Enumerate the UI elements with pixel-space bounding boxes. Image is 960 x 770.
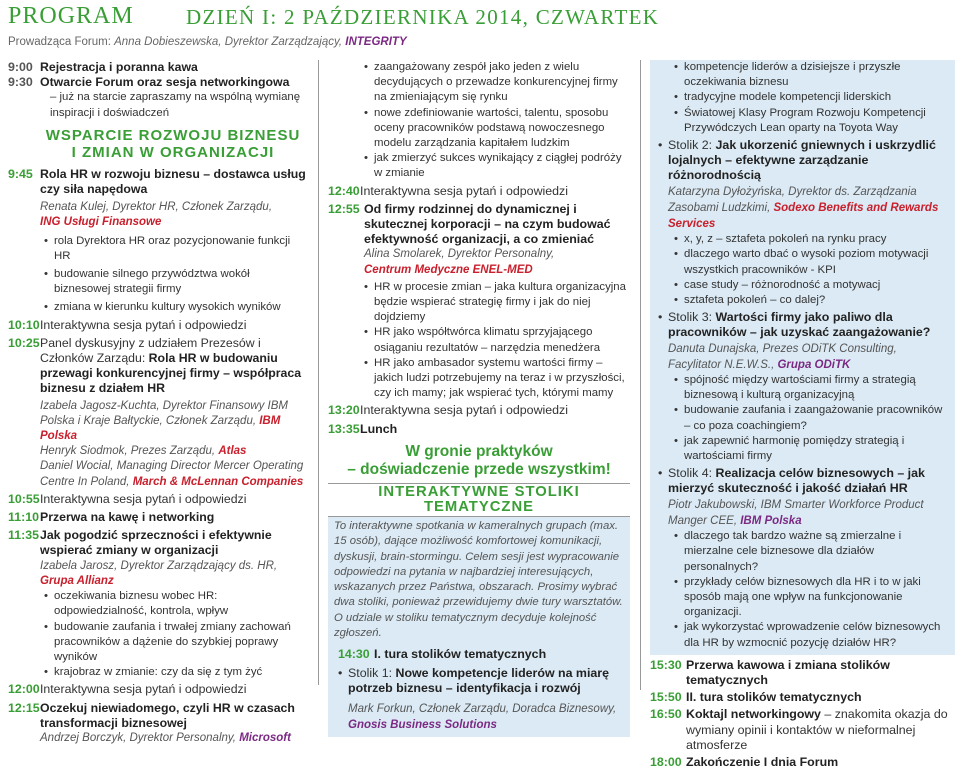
agenda-item [8, 492, 308, 507]
time: 18:00 [650, 754, 682, 769]
speaker-org: Grupa ODiTK [777, 358, 851, 371]
panelist-org: IBM Polska [40, 414, 281, 443]
time: 11:35 [8, 528, 40, 543]
table-title: Wartości firmy jako paliwo dla pracowników – jak uzyskać zaangażowanie? [668, 310, 931, 340]
moderator-line [8, 35, 407, 50]
speaker-name: Izabela Jarosz, Dyrektor Zarządzający ds. HR, [40, 559, 278, 572]
bullet-list [328, 60, 630, 182]
agenda-item [8, 167, 308, 197]
column-divider [640, 60, 641, 690]
time: 10:55 [8, 491, 40, 506]
session-title: Koktajl networkingowy [686, 707, 821, 722]
time: 15:30 [650, 657, 682, 672]
panelist [8, 459, 308, 489]
agenda-item [650, 755, 955, 770]
table-label: Stolik 4: [668, 466, 716, 481]
bullet-list [334, 666, 624, 696]
bullet-item: • przykłady celów biznesowych dla HR i to w jaki sposób mają one wpływ na funkcjonowanie organizacji. [684, 575, 951, 621]
column-3 [650, 60, 955, 770]
panelist [8, 444, 308, 459]
agenda-item [8, 682, 308, 697]
speaker-name: Andrzej Borczyk, Dyrektor Personalny, [40, 731, 240, 744]
bullet-item: • HR jako ambasador systemu wartości firmy – jakich ludzi potrzebujemy na teraz i w przyszłości, czy ich mamy; jak wspierać tych, którymi mamy [374, 356, 630, 402]
bullet-item [348, 666, 624, 696]
bullet-item: • jak zapewnić harmonię pomiędzy strategią i wartościami firmy [684, 434, 951, 464]
agenda-item [328, 422, 630, 437]
agenda-item [8, 701, 308, 731]
speaker-name: Piotr Jakubowski, IBM Smarter Workforce Product Manger CEE, [668, 498, 924, 527]
session-title: Oczekuj niewiadomego, czyli HR w czasach transformacji biznesowej [40, 700, 295, 730]
agenda-item [8, 75, 308, 90]
session-title: II. tura stolików tematycznych [686, 690, 862, 705]
practitioners-line: – doświadczenie przede wszystkim! [347, 460, 611, 478]
bullet-item [668, 310, 951, 340]
agenda-item [8, 60, 308, 75]
session-title: I. tura stolików tematycznych [374, 646, 547, 661]
bullet-item: • jak zmierzyć sukces wynikający z ciągłej podróży w zmianie [374, 151, 630, 181]
moderator-label: Prowadząca Forum: [8, 36, 115, 48]
agenda-item [8, 336, 308, 397]
tables-box-heading: INTERAKTYWNE STOLIKI TEMATYCZNE [328, 483, 630, 517]
bullet-item [668, 138, 951, 184]
speaker [8, 559, 308, 589]
time: 11:10 [8, 510, 40, 525]
bullet-list [654, 60, 951, 136]
bullet-item: • dlaczego tak bardzo ważne są zmierzalne i mierzalne cele biznesowe dla działów personalnych? [684, 529, 951, 575]
speaker [328, 247, 630, 277]
panelist [8, 399, 308, 445]
table-label: Stolik 3: [668, 310, 716, 325]
bullet-item: • x, y, z – sztafeta pokoleń na rynku pracy [684, 232, 951, 247]
time: 10:25 [8, 335, 40, 350]
agenda-item [650, 707, 955, 753]
speaker [334, 701, 624, 733]
agenda-item [334, 647, 624, 662]
session-title: Otwarcie Forum oraz sesja networkingowa [40, 75, 290, 90]
moderator-org: INTEGRITY [345, 36, 407, 48]
day-title: DZIEŃ I: 2 PAŹDZIERNIKA 2014, CZWARTEK [186, 5, 660, 29]
session-title: Zakończenie I dnia Forum [686, 754, 839, 769]
speaker [8, 731, 308, 746]
speaker [654, 184, 951, 233]
speaker-org: ING Usługi Finansowe [40, 216, 162, 229]
session-desc: – znakomita okazja do wymiany opinii i kontaktów w nieformalnej atmosferze [686, 707, 948, 752]
table-title: Jak ukorzenić gniewnych i uskrzydlić lojalnych – efektywne zarządzanie różnorodnością [668, 138, 936, 183]
bullet-list [328, 280, 630, 402]
bullet-item: • case study – różnorodność a motywacj [684, 278, 951, 293]
session-title: Interaktywna sesja pytań i odpowiedzi [40, 317, 247, 332]
bullet-item: • budowanie zaufania i trwałej zmiany zachowań pracowników a dążenie do szybkiej poprawy wyników [54, 620, 308, 666]
session-title: Interaktywna sesja pytań i odpowiedzi [40, 491, 247, 506]
speaker [8, 200, 308, 230]
tables-box-body [328, 517, 630, 737]
bullet-item [668, 466, 951, 496]
agenda-item [650, 690, 955, 705]
bullet-list [654, 466, 951, 496]
agenda-item [8, 528, 308, 558]
bullet-item: • dlaczego warto dbać o wysoki poziom motywacji wszystkich pracowników - KPI [684, 247, 951, 277]
time: 9:30 [8, 75, 33, 90]
bullet-item: • HR jako współtwórca klimatu sprzyjającego osiąganiu rezultatów – narzędzia menedżera [374, 325, 630, 355]
bullet-item: • zmiana w kierunku kultury wysokich wyników [54, 300, 308, 315]
bullet-item: • kompetencje liderów a dzisiejsze i przyszłe oczekiwania biznesu [684, 60, 951, 90]
speaker-org: Sodexo Benefits and Rewards Services [668, 201, 939, 231]
agenda-item [650, 658, 955, 688]
time: 12:55 [328, 201, 360, 216]
moderator-name: Anna Dobieszewska, Dyrektor Zarządzający, [114, 36, 346, 48]
bullet-list [654, 310, 951, 340]
program-title: PROGRAM [8, 3, 134, 29]
panelist-org: March & McLennan Companies [132, 475, 304, 488]
agenda-item [328, 403, 630, 418]
bullet-item: • oczekiwania biznesu wobec HR: odpowiedzialność, kontrola, wpływ [54, 589, 308, 619]
speaker-name: Katarzyna Dyłożyńska, Dyrektor ds. Zarządzania Zasobami Ludzkimi, [668, 185, 917, 214]
tables-box-text: To interaktywne spotkania w kameralnych grupach (max. 15 osób), dające możliwość komfortowej komunikacji, dyskusji, brain-stormingu. Celem sesji jest wypracowanie odpowiedzi na pytania w najbardziej interesujących, wskazanych przez Państwa, obszarach. Prosimy wybrać dwa stoliki, ponieważ przewidujemy dwie tury warsztatów. O udziale w stoliku tematycznym decyduje kolejność zgłoszeń. [334, 520, 623, 639]
time: 13:20 [328, 403, 360, 418]
column-1 [8, 60, 308, 746]
time: 15:50 [650, 690, 682, 705]
column-2 [328, 60, 630, 737]
tables-box-continued [650, 60, 955, 655]
session-title: Jak pogodzić sprzeczności i efektywnie wspierać zmiany w organizacji [40, 528, 272, 558]
bullet-item: • tradycyjne modele kompetencji liderskich [684, 90, 951, 105]
agenda-item [8, 510, 308, 525]
bullet-item: • nowe zdefiniowanie wartości, talentu, sposobu oceny pracowników podstawą nowoczesnego modelu zarządzania kapitałem ludzkim [374, 106, 630, 152]
session-title: Rola HR w rozwoju biznesu – dostawca usług czy siła napędowa [40, 166, 306, 197]
practitioners-line: W gronie praktyków [405, 442, 553, 460]
session-title: Interaktywna sesja pytań i odpowiedzi [360, 403, 569, 418]
table-label: Stolik 2: [668, 138, 716, 153]
speaker-org: Gnosis Business Solutions [348, 718, 497, 731]
table-label: Stolik 1: [348, 666, 396, 681]
section-heading-line: WSPARCIE ROZWOJU BIZNESU [45, 126, 301, 144]
session-title: Rejestracja i poranna kawa [40, 60, 198, 74]
speaker-name: Alina Smolarek, Dyrektor Personalny, [364, 248, 555, 261]
agenda-item [328, 184, 630, 199]
speaker [654, 497, 951, 529]
time: 12:15 [8, 700, 40, 715]
bullet-list [654, 138, 951, 184]
speaker-name: Renata Kulej, Dyrektor HR, Członek Zarządu, [40, 201, 273, 214]
practitioners-heading [328, 443, 630, 479]
session-title: Interaktywna sesja pytań i odpowiedzi [360, 183, 569, 198]
speaker [654, 341, 951, 373]
time: 13:35 [328, 421, 360, 436]
bullet-list [654, 232, 951, 308]
bullet-item: • budowanie zaufania i zaangażowanie pracowników – co poza coachingiem? [684, 403, 951, 433]
session-title: Przerwa kawowa i zmiana stolików tematycznych [686, 657, 890, 687]
bullet-list [8, 234, 308, 316]
speaker-org: Centrum Medyczne ENEL-MED [364, 263, 533, 276]
session-title: Lunch [360, 421, 398, 436]
session-title: Przerwa na kawę i networking [40, 510, 215, 525]
time: 16:50 [650, 707, 682, 722]
section-heading-line: I ZMIAN W ORGANIZACJI [71, 143, 275, 161]
speaker-name: Danuta Dunajska, Prezes ODiTK Consulting, Facylitator N.E.W.S., [668, 342, 897, 371]
panelist-name: Daniel Wocial, Managing Director Mercer Operating Centre In Poland, [40, 460, 304, 488]
bullet-list [8, 589, 308, 680]
bullet-list [654, 529, 951, 651]
page-header [8, 2, 953, 32]
table-title: Nowe kompetencje liderów na miarę potrzeb biznesu – identyfikacja i rozwój [348, 666, 609, 696]
session-title: Interaktywna sesja pytań i odpowiedzi [40, 682, 247, 697]
session-intro: Panel dyskusyjny z udziałem Prezesów i Członków Zarządu: [40, 335, 261, 366]
bullet-item: • rola Dyrektora HR oraz pozycjonowanie funkcji HR [54, 234, 308, 264]
panelist-name: Henryk Siodmok, Prezes Zarządu, [40, 445, 219, 458]
bullet-list [654, 373, 951, 464]
time: 9:45 [8, 166, 33, 181]
agenda-item [328, 202, 630, 248]
bullet-item: • budowanie silnego przywództwa wokół biznesowej strategii firmy [54, 267, 308, 297]
section-heading [8, 127, 308, 161]
panelist-org: Atlas [218, 445, 247, 458]
bullet-item: • zaangażowany zespół jako jeden z wielu decydujących o przewadze konkurencyjnej firmy na zmieniającym się rynku [374, 60, 630, 106]
table-title: Realizacja celów biznesowych – jak mierzyć skuteczność i jakość działań HR [668, 466, 925, 496]
panelist-name: Izabela Jagosz-Kuchta, Dyrektor Finansowy IBM Polska i Kraje Bałtyckie, Członek Zarządu, [40, 399, 288, 427]
time: 9:00 [8, 60, 33, 74]
speaker-org: Grupa Allianz [40, 574, 114, 587]
bullet-item: • spójność między wartościami firmy a strategią biznesową i kulturą organizacyjną [684, 373, 951, 403]
session-title: Rola HR w budowaniu przewagi konkurencyjnej firmy – współpraca biznesu z działem HR [40, 351, 302, 396]
bullet-item: • sztafeta pokoleń – co dalej? [684, 293, 951, 308]
bullet-item: • krajobraz w zmianie: czy da się z tym żyć [54, 665, 308, 680]
bullet-item: • Światowej Klasy Program Rozwoju Kompetencji Przywódczych Lean oparty na Toyota Way [684, 106, 951, 136]
speaker-org: IBM Polska [740, 514, 802, 527]
speaker-name: Mark Forkun, Członek Zarządu, Doradca Biznesowy, [348, 702, 617, 715]
session-title: Od firmy rodzinnej do dynamicznej i skutecznej korporacji – na czym budować efektywność organizacji, a co zmieniać [364, 201, 611, 247]
column-divider [318, 60, 319, 685]
agenda-item [8, 318, 308, 333]
time: 12:00 [8, 682, 40, 697]
time: 10:10 [8, 317, 40, 332]
time: 12:40 [328, 183, 360, 198]
speaker-org: Microsoft [239, 731, 291, 744]
session-desc: – już na starcie zapraszamy na wspólną wymianę inspiracji i doświadczeń [50, 91, 301, 119]
time: 14:30 [338, 646, 370, 661]
bullet-item: • HR w procesie zmian – jaka kultura organizacyjna będzie wspierać strategię firmy i jak do niej dojdziemy [374, 280, 630, 326]
bullet-item: • jak wykorzystać wprowadzenie celów biznesowych dla HR by wzmocnić pozycję działów HR? [684, 620, 951, 650]
